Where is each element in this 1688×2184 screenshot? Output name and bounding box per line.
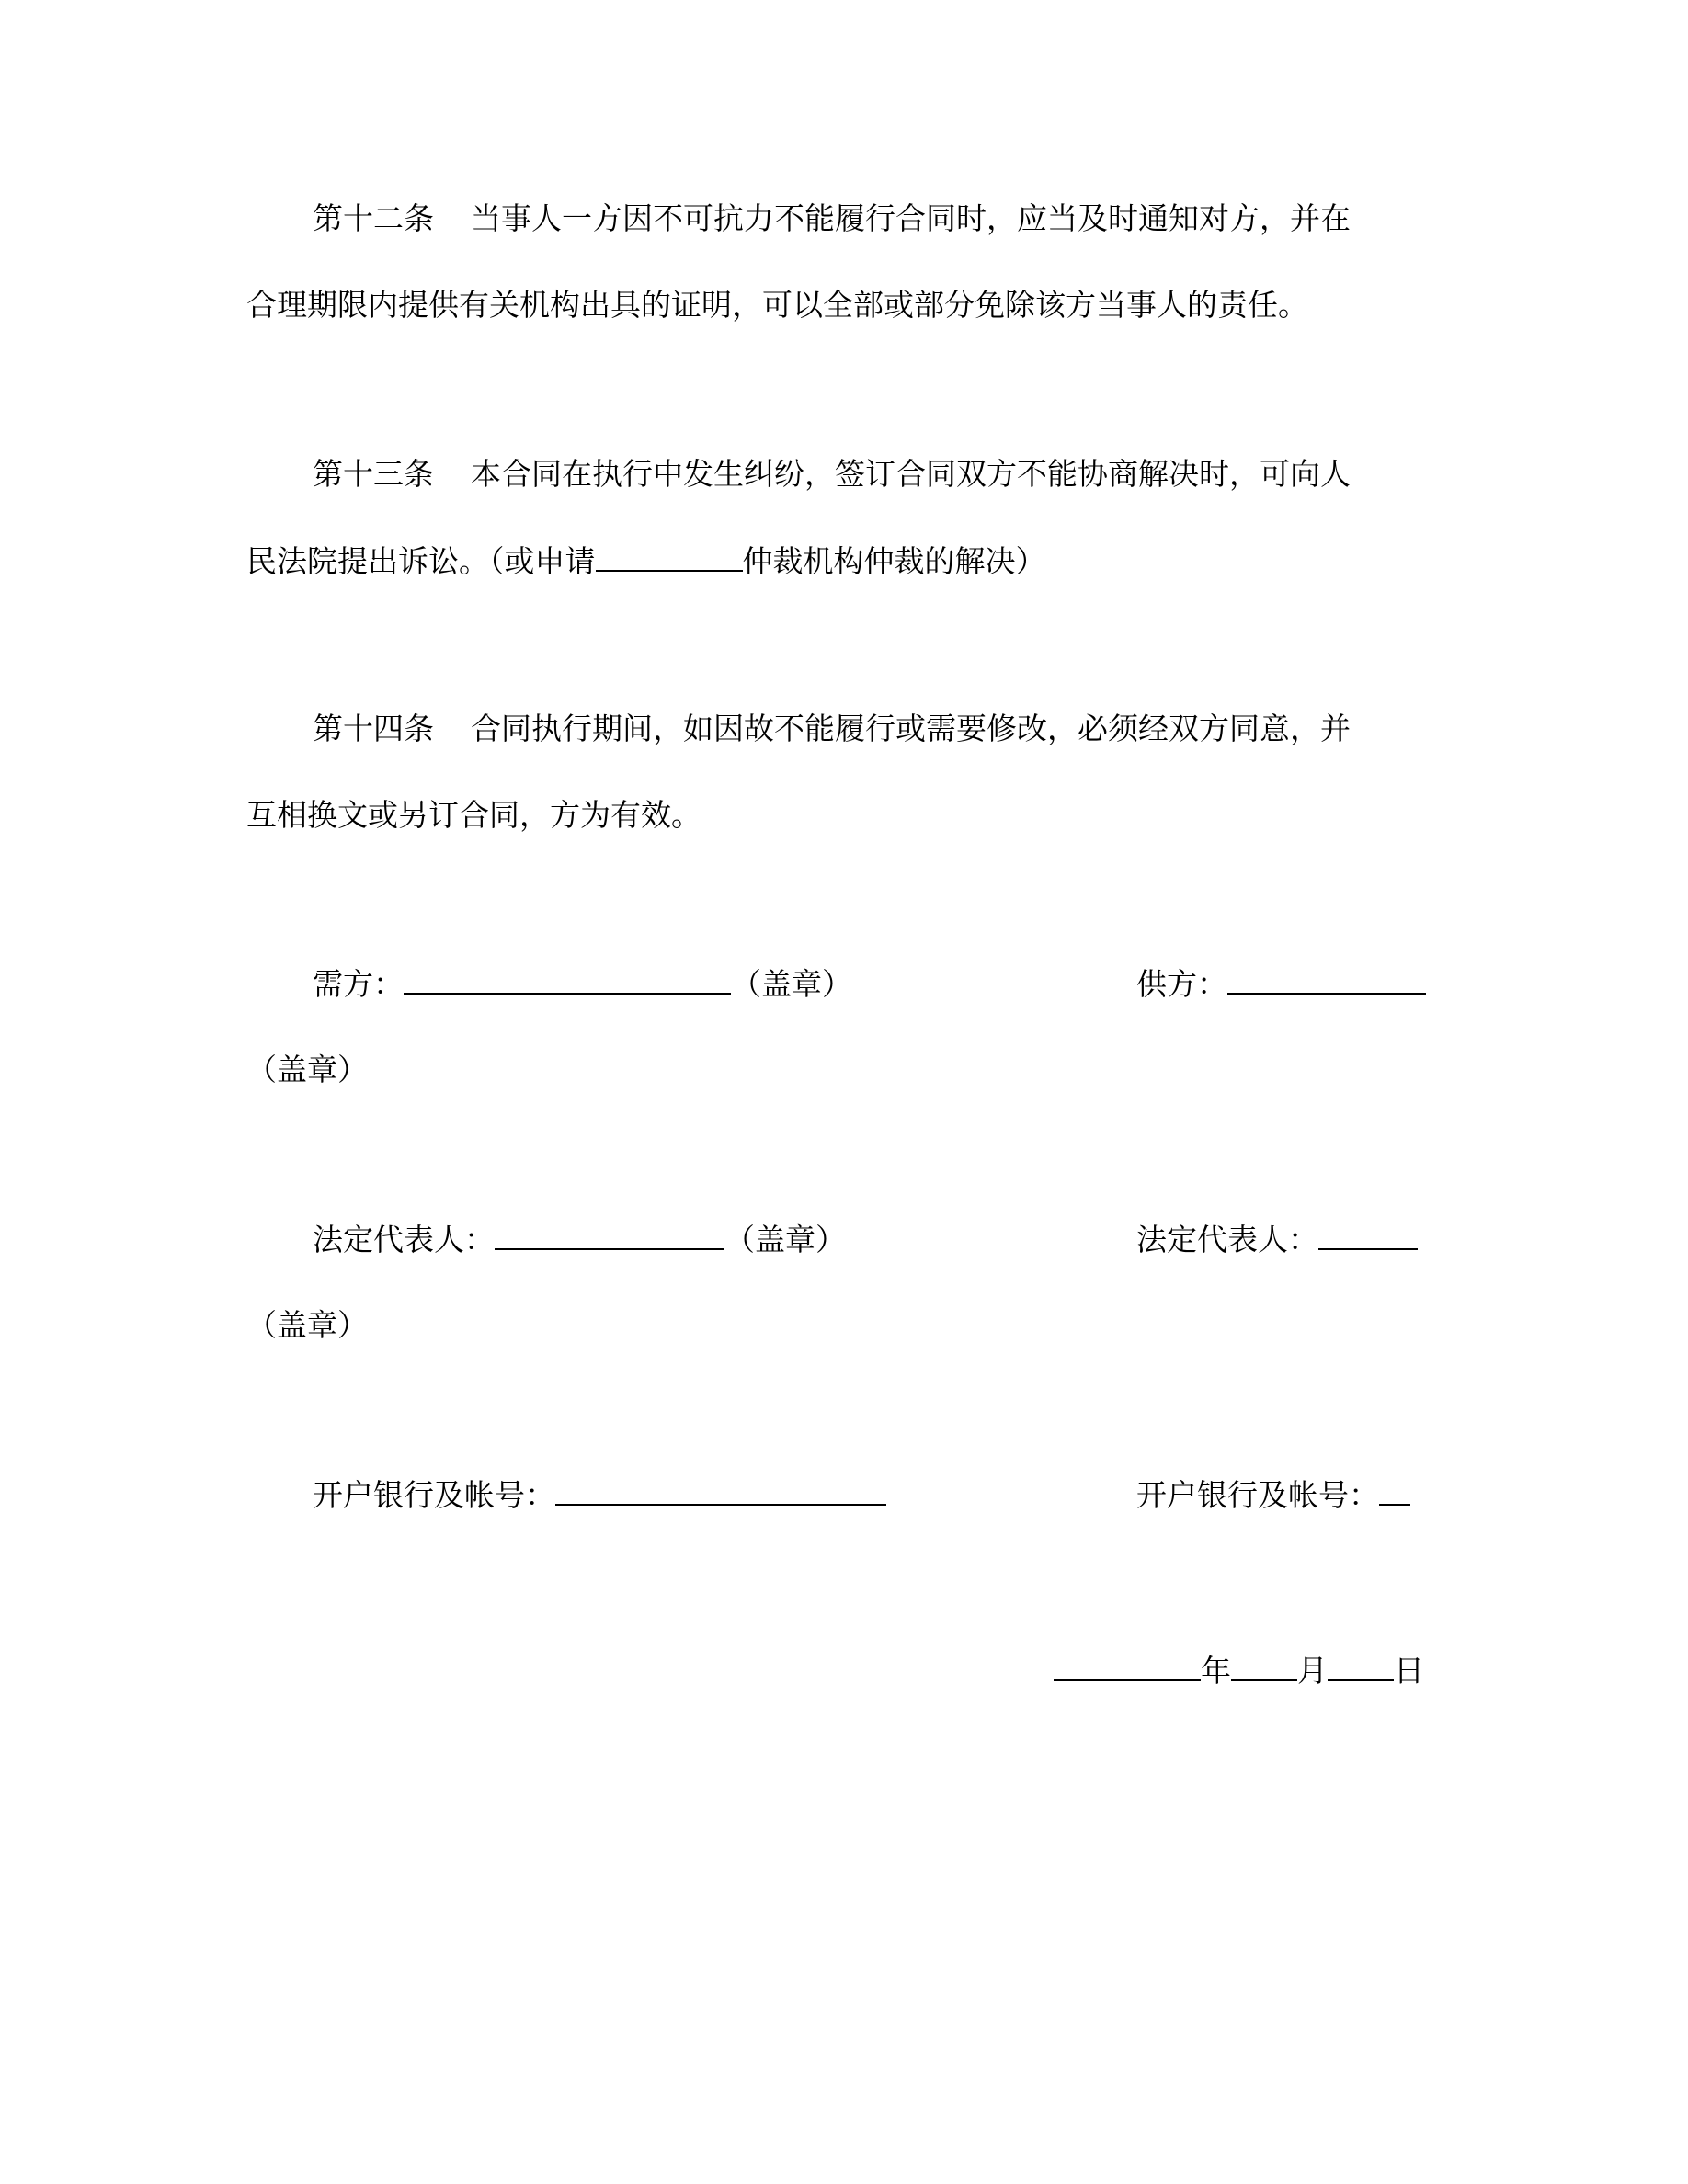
article-12-text-1: 当事人一方因不可抗力不能履行合同时，应当及时通知对方，并在 — [471, 200, 1351, 236]
article-12-line-1 — [313, 200, 1351, 237]
supplier-seal-line — [246, 1052, 368, 1088]
article-12-label: 第十二条 — [313, 200, 434, 236]
supplier-seal: （盖章） — [246, 1052, 368, 1087]
supplier-label: 供方： — [1136, 966, 1227, 1002]
day-blank — [1328, 1652, 1394, 1681]
month-blank — [1231, 1652, 1297, 1681]
article-12-text-2: 合理期限内提供有关机构出具的证明，可以全部或部分免除该方当事人的责任。 — [246, 287, 1308, 323]
article-13-text-2a: 民法院提出诉讼。（或申请 — [246, 543, 596, 579]
arbitration-blank — [596, 542, 743, 572]
article-14-line-1 — [313, 711, 1351, 747]
rep-right-label: 法定代表人： — [1136, 1222, 1318, 1257]
article-14-text-2: 互相换文或另订合同，方为有效。 — [246, 797, 701, 833]
year-blank — [1054, 1652, 1201, 1681]
article-14-text-1: 合同执行期间，如因故不能履行或需要修改，必须经双方同意，并 — [471, 711, 1351, 746]
date-line — [1054, 1652, 1424, 1689]
rep-right-seal: （盖章） — [246, 1307, 368, 1343]
day-label: 日 — [1394, 1653, 1424, 1689]
bank-left-blank — [555, 1476, 886, 1506]
bank-right-line — [1136, 1476, 1410, 1514]
rep-right-seal-line — [246, 1307, 368, 1344]
rep-right-blank — [1318, 1221, 1418, 1250]
article-13-line-2 — [246, 542, 1046, 580]
buyer-blank — [404, 965, 731, 995]
rep-left-label: 法定代表人： — [313, 1222, 495, 1257]
article-13-line-1 — [313, 456, 1351, 493]
bank-left-label: 开户银行及帐号： — [313, 1477, 555, 1513]
month-label: 月 — [1297, 1653, 1328, 1689]
article-13-label: 第十三条 — [313, 456, 434, 492]
rep-left-blank — [495, 1221, 724, 1250]
rep-right-line — [1136, 1221, 1418, 1258]
article-13-text-1: 本合同在执行中发生纠纷，签订合同双方不能协商解决时，可向人 — [471, 456, 1351, 492]
article-14-label: 第十四条 — [313, 711, 434, 746]
bank-left-line — [313, 1476, 886, 1514]
buyer-label: 需方： — [313, 966, 404, 1002]
buyer-line — [313, 965, 852, 1003]
article-12-line-2 — [246, 287, 1308, 324]
buyer-seal: （盖章） — [731, 966, 852, 1002]
article-14-line-2 — [246, 797, 701, 834]
rep-left-seal: （盖章） — [724, 1222, 846, 1257]
supplier-line — [1136, 965, 1426, 1003]
rep-left-line — [313, 1221, 846, 1258]
bank-right-label: 开户银行及帐号： — [1136, 1477, 1379, 1513]
bank-right-blank — [1379, 1476, 1410, 1506]
article-13-text-2b: 仲裁机构仲裁的解决） — [742, 543, 1046, 579]
supplier-blank — [1227, 965, 1426, 995]
year-label: 年 — [1201, 1653, 1231, 1689]
